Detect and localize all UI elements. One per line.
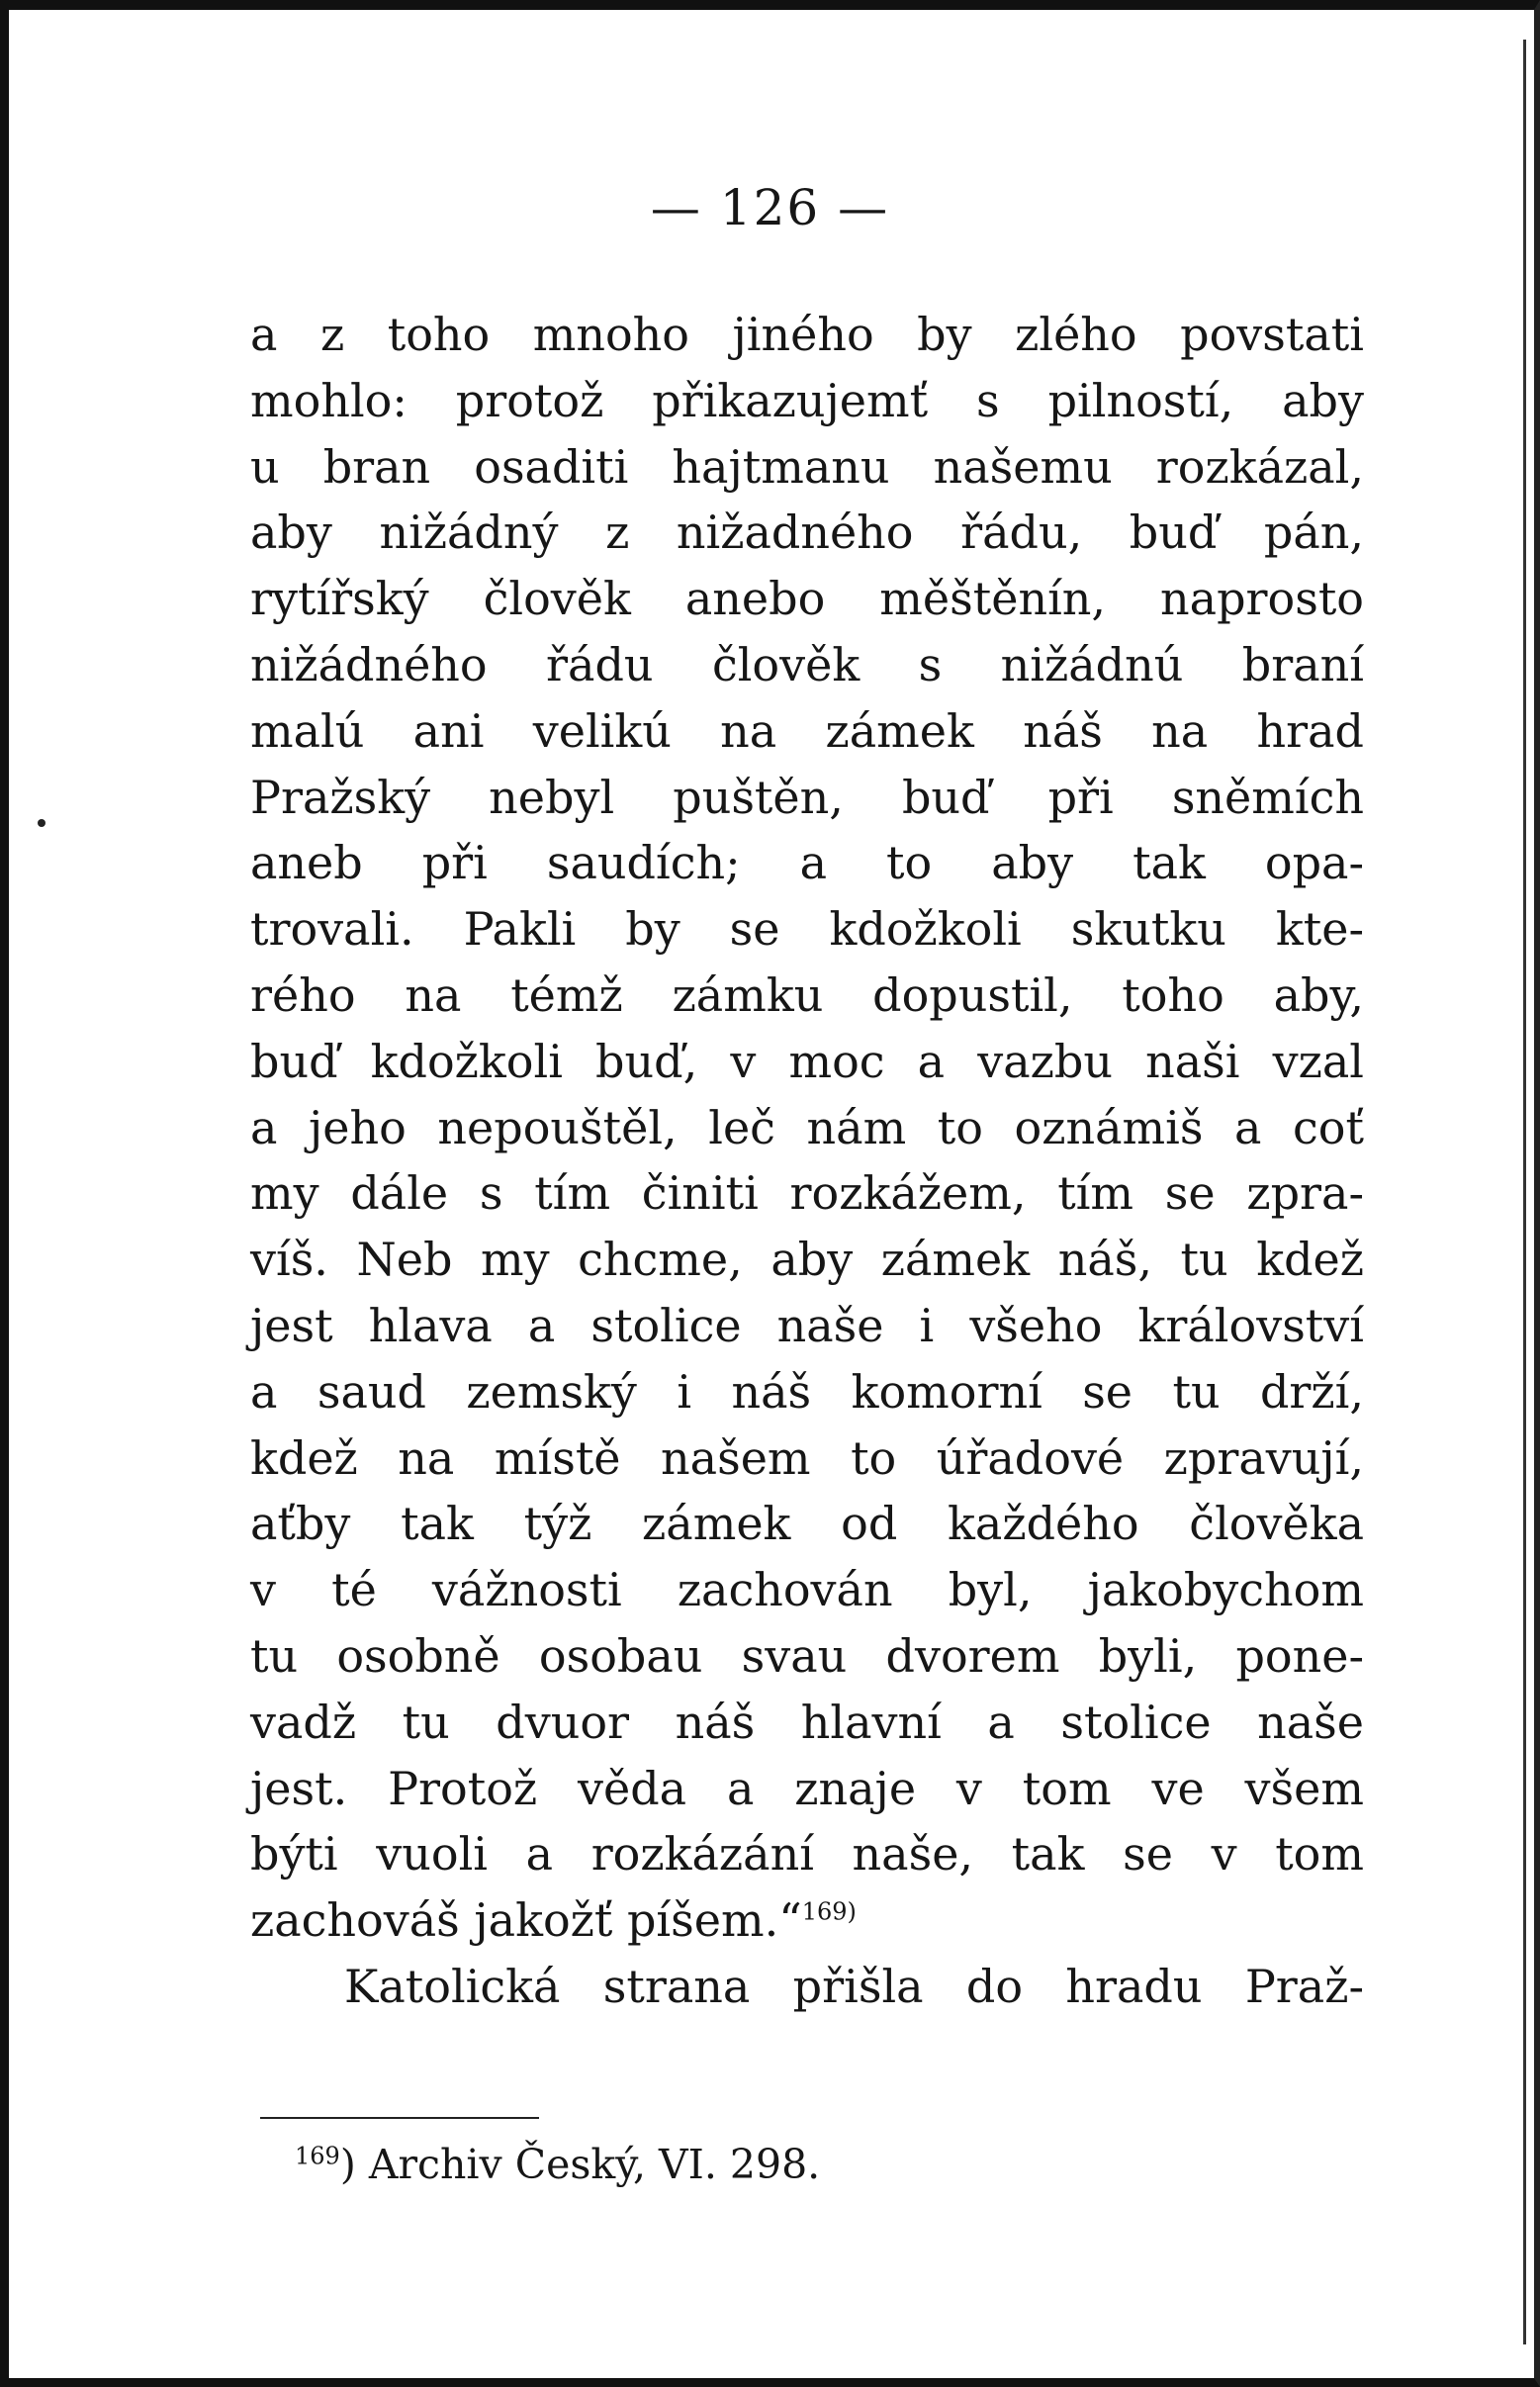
text-line-17: a saud zemský i náš komorní se tu drží, bbox=[250, 1364, 1364, 1419]
text-line-16: jest hlava a stolice naše i všeho království bbox=[250, 1298, 1364, 1352]
scan-speck bbox=[38, 819, 45, 827]
text-line-9: aneb při saudích; a to aby tak opa- bbox=[250, 836, 1364, 890]
text-line-3: u bran osaditi hajtmanu našemu rozkázal, bbox=[250, 439, 1364, 494]
text-line-14: my dále s tím činiti rozkážem, tím se zpra- bbox=[250, 1166, 1364, 1221]
footnote-divider bbox=[260, 2117, 539, 2119]
text-line-1: a z toho mnoho jiného by zlého povstati bbox=[250, 308, 1364, 361]
text-line-8: Pražský nebyl puštěn, buď při sněmích bbox=[250, 770, 1364, 824]
text-line-6: nižádného řádu člověk s nižádnú braní bbox=[250, 637, 1364, 691]
text-line-23: jest. Protož věda a znaje v tom ve všem bbox=[250, 1761, 1364, 1815]
text-line-4: aby nižádný z nižadného řádu, buď pán, bbox=[250, 505, 1364, 560]
text-line-21: tu osobně osobau svau dvorem byli, pone- bbox=[250, 1628, 1364, 1683]
footnote-text: ) Archiv Český, VI. 298. bbox=[339, 2141, 821, 2188]
footnote-reference: 169) bbox=[801, 1897, 857, 1926]
text-line-10: trovali. Pakli by se kdožkoli skutku kte- bbox=[250, 902, 1364, 957]
footnote-marker: 169 bbox=[295, 2142, 340, 2170]
text-line-19: aťby tak týž zámek od každého člověka bbox=[250, 1497, 1364, 1551]
text-line-12: buď kdožkoli buď, v moc a vazbu naši vzal bbox=[250, 1034, 1364, 1088]
text-line-24: býti vuoli a rozkázání naše, tak se v tom bbox=[250, 1827, 1364, 1882]
text-line-26: Katolická strana přišla do hradu Praž- bbox=[344, 1959, 1364, 2013]
text-line-11: rého na témž zámku dopustil, toho aby, bbox=[250, 967, 1364, 1022]
text-line-5: rytířský člověk anebo měštěnín, naprosto bbox=[250, 572, 1364, 626]
text-line-7: malú ani velikú na zámek náš na hrad bbox=[250, 703, 1364, 758]
text-line-25-content: zachováš jakožť píšem.“ bbox=[250, 1893, 802, 1948]
footnote bbox=[295, 2132, 820, 2197]
page-edge-shadow bbox=[1523, 40, 1526, 2344]
text-line-22: vadž tu dvuor náš hlavní a stolice naše bbox=[250, 1695, 1364, 1749]
text-line-20: v té vážnosti zachován byl, jakobychom bbox=[250, 1563, 1364, 1617]
text-line-15: víš. Neb my chcme, aby zámek náš, tu kdež bbox=[250, 1233, 1364, 1287]
text-line-2: mohlo: protož přikazujemť s pilností, aby bbox=[250, 373, 1364, 427]
page-number: — 126 — bbox=[650, 179, 890, 236]
text-line-25 bbox=[250, 1887, 1364, 1954]
text-line-18: kdež na místě našem to úřadové zpravují, bbox=[250, 1430, 1364, 1485]
text-line-13: a jeho nepouštěl, leč nám to oznámiš a coť bbox=[250, 1100, 1364, 1154]
main-text bbox=[250, 302, 1364, 2020]
